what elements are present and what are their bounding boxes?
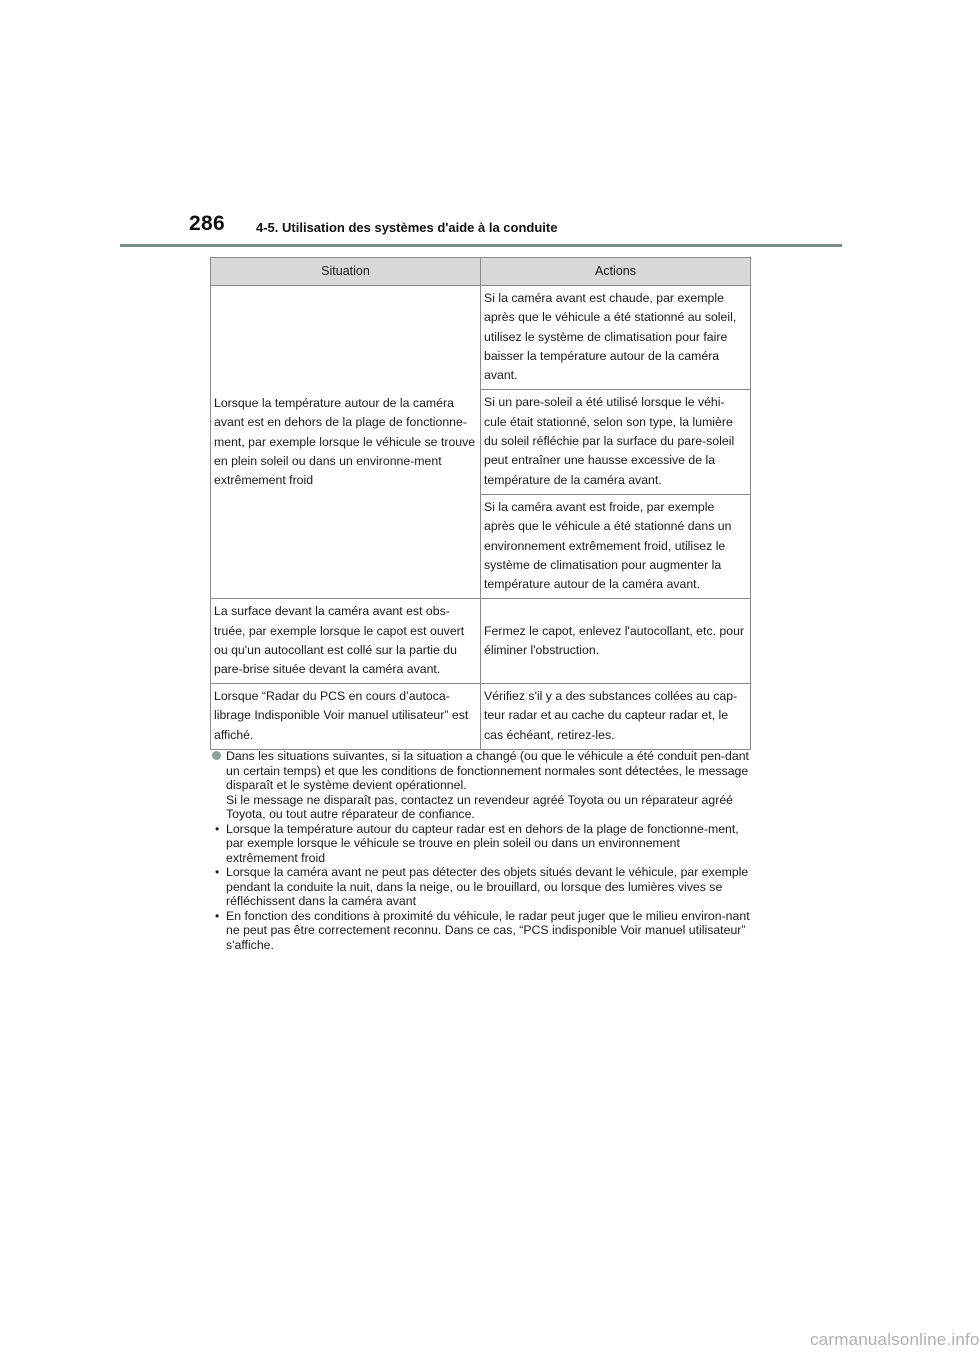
bullet-dot-icon: • <box>215 908 220 923</box>
header-divider <box>120 244 842 247</box>
list-item-text: En fonction des conditions à proximité du véhicule, le radar peut juger que le milieu environ-nant ne peut pas être correctement reconnu. Dans ce cas, “PCS indisponible Voir manuel utilisateur” s'affiche. <box>226 908 750 952</box>
note-intro-continued: Si le message ne disparaît pas, contactez un revendeur agréé Toyota ou un réparateur agréé Toyota, ou tout autre réparateur de confiance. <box>226 792 734 821</box>
situation-actions-table <box>210 257 751 750</box>
action-text: Si la caméra avant est chaude, par exemple après que le véhicule a été stationné au soleil, utilisez le système de climatisation pour faire baisser la température autour de la caméra avant. <box>484 291 737 383</box>
condition-list <box>212 822 752 953</box>
note-paragraph <box>212 749 752 822</box>
actions-cell <box>481 286 751 599</box>
page-number: 286 <box>189 212 225 235</box>
note-intro: Dans les situations suivantes, si la situation a changé (ou que le véhicule a été conduit pen-dant un certain temps) et que les conditions de fonctionnement normales sont détectées, le message disparaît et le système devient opérationnel. <box>226 749 749 792</box>
situation-cell: Lorsque “Radar du PCS en cours d’autoca-librage Indisponible Voir manuel utilisateur” est affiché. <box>211 683 481 749</box>
list-item-text: Lorsque la température autour du capteur radar est en dehors de la plage de fonctionne-ment, par exemple lorsque le véhicule se trouve en plein soleil ou dans un environnement extrêmement froid <box>226 821 739 865</box>
section-title: 4-5. Utilisation des systèmes d'aide à la conduite <box>256 220 558 235</box>
column-header-situation: Situation <box>211 258 481 286</box>
situation-cell: La surface devant la caméra avant est obs-truée, par exemple lorsque le capot est ouvert ou qu'un autocollant est collé sur la partie du pare-brise située devant la caméra avant. <box>211 599 481 683</box>
table-header-row <box>211 258 751 286</box>
list-item <box>212 865 752 909</box>
table-row <box>211 286 751 599</box>
list-item-text: Lorsque la caméra avant ne peut pas détecter des objets situés devant le véhicule, par exemple pendant la conduite la nuit, dans la neige, ou le brouillard, ou lorsque des lumières vives se réfléchissent dans la caméra avant <box>226 865 749 908</box>
table-row <box>211 599 751 683</box>
list-item <box>212 822 752 866</box>
bullet-dot-icon: • <box>215 821 220 836</box>
column-header-actions: Actions <box>481 258 751 286</box>
notes-section <box>212 749 752 952</box>
watermark: carmanualsonline.info <box>810 1330 980 1349</box>
situation-cell: Lorsque la température autour de la caméra avant est en dehors de la plage de fonctionne-ment, par exemple lorsque le véhicule se trouve en plein soleil ou dans un environne-ment extrêmement froid <box>211 286 481 599</box>
circle-bullet-icon <box>212 751 221 760</box>
action-text: Fermez le capot, enlevez l'autocollant, etc. pour éliminer l'obstruction. <box>481 599 751 683</box>
list-item <box>212 909 752 953</box>
action-text: Si la caméra avant est froide, par exemple après que le véhicule a été stationné dans un environnement extrêmement froid, utilisez le système de climatisation pour augmenter la température autour de la caméra avant. <box>481 494 750 598</box>
action-text: Vérifiez s'il y a des substances collées au cap-teur radar et au cache du capteur radar et, le cas échéant, retirez-les. <box>481 683 751 749</box>
bullet-dot-icon: • <box>215 865 220 879</box>
action-text: Si un pare-soleil a été utilisé lorsque le véhi-cule était stationné, selon son type, la lumière du soleil réfléchie par la surface du pare-soleil peut entraîner une hausse excessive de la température de la caméra avant. <box>481 389 750 493</box>
table-row <box>211 683 751 749</box>
